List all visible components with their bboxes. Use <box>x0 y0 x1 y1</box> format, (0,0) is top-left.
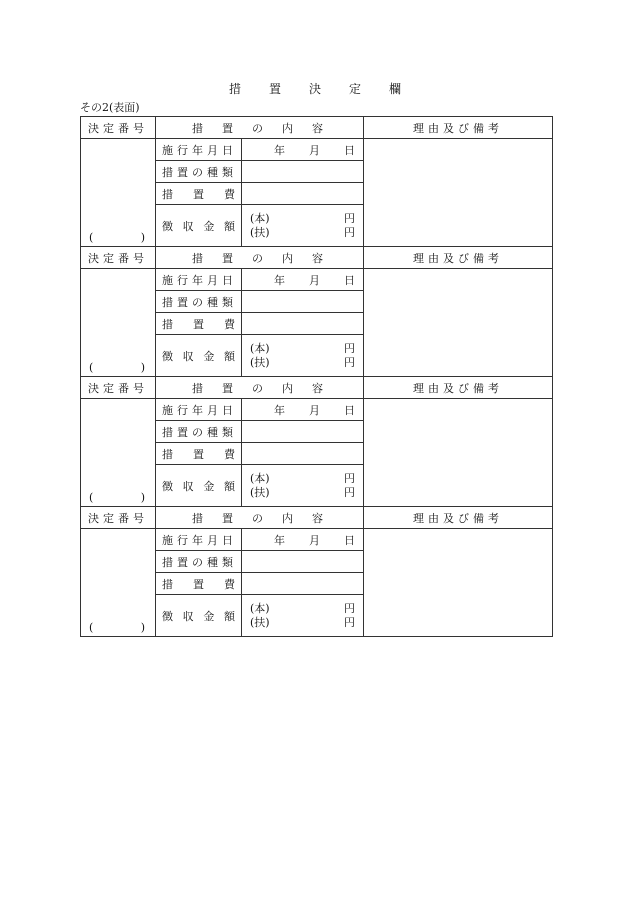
measure-cost-cell[interactable] <box>242 313 364 335</box>
measure-type-label: 措置の種類 <box>156 161 242 183</box>
measure-cost-cell[interactable] <box>242 443 364 465</box>
page-title: 措置決定欄 <box>228 82 429 96</box>
measure-type-label: 措置の種類 <box>156 291 242 313</box>
measure-type-cell[interactable] <box>242 161 364 183</box>
effective-date-cell[interactable]: 年 月 日 <box>242 529 364 551</box>
collection-amount-cell[interactable] <box>242 465 364 507</box>
content-header: 措 置 の 内 容 <box>156 117 364 139</box>
effective-date-cell[interactable]: 年 月 日 <box>242 139 364 161</box>
decision-number-cell[interactable] <box>81 399 156 507</box>
collection-amount-label: 徴 収 金 額 <box>156 335 242 377</box>
effective-date-label: 施行年月日 <box>156 399 242 421</box>
decision-number-cell[interactable] <box>81 529 156 637</box>
decision-number-header: 決定番号 <box>81 377 156 399</box>
content-header: 措 置 の 内 容 <box>156 377 364 399</box>
effective-date-row <box>81 139 553 161</box>
decision-number-paren: ( ) <box>89 231 145 244</box>
reason-header: 理由及び備考 <box>364 247 553 269</box>
effective-date-row <box>81 399 553 421</box>
decision-number-paren: ( ) <box>89 491 145 504</box>
reason-cell[interactable] <box>364 529 553 637</box>
measure-cost-label: 措 置 費 <box>156 573 242 595</box>
decision-number-header: 決定番号 <box>81 247 156 269</box>
content-header: 措 置 の 内 容 <box>156 507 364 529</box>
block-header-row <box>81 377 553 399</box>
reason-cell[interactable] <box>364 399 553 507</box>
measure-type-cell[interactable] <box>242 291 364 313</box>
reason-header: 理由及び備考 <box>364 507 553 529</box>
effective-date-cell[interactable]: 年 月 日 <box>242 269 364 291</box>
collection-amount-label: 徴 収 金 額 <box>156 595 242 637</box>
collection-amount-label: 徴 収 金 額 <box>156 465 242 507</box>
principal-amount-line: (本) 円 <box>250 341 355 355</box>
collection-amount-cell[interactable] <box>242 205 364 247</box>
collection-amount-label: 徴 収 金 額 <box>156 205 242 247</box>
decision-number-cell[interactable] <box>81 269 156 377</box>
measure-type-label: 措置の種類 <box>156 551 242 573</box>
principal-amount-line: (本) 円 <box>250 601 355 615</box>
reason-header: 理由及び備考 <box>364 377 553 399</box>
measure-cost-label: 措 置 費 <box>156 313 242 335</box>
effective-date-cell[interactable]: 年 月 日 <box>242 399 364 421</box>
measure-type-label: 措置の種類 <box>156 421 242 443</box>
effective-date-label: 施行年月日 <box>156 269 242 291</box>
dependent-amount-line: (扶) 円 <box>250 355 355 369</box>
principal-amount-line: (本) 円 <box>250 471 355 485</box>
reason-header: 理由及び備考 <box>364 117 553 139</box>
block-header-row <box>81 507 553 529</box>
content-header: 措 置 の 内 容 <box>156 247 364 269</box>
collection-amount-cell[interactable] <box>242 595 364 637</box>
measure-cost-label: 措 置 費 <box>156 443 242 465</box>
block-header-row <box>81 117 553 139</box>
decision-number-header: 決定番号 <box>81 507 156 529</box>
page-subtitle: その2(表面) <box>80 101 140 114</box>
measure-cost-cell[interactable] <box>242 573 364 595</box>
measure-cost-label: 措 置 費 <box>156 183 242 205</box>
principal-amount-line: (本) 円 <box>250 211 355 225</box>
decision-number-paren: ( ) <box>89 361 145 374</box>
measure-type-cell[interactable] <box>242 551 364 573</box>
reason-cell[interactable] <box>364 139 553 247</box>
reason-cell[interactable] <box>364 269 553 377</box>
effective-date-row <box>81 269 553 291</box>
effective-date-label: 施行年月日 <box>156 529 242 551</box>
decision-number-paren: ( ) <box>89 621 145 634</box>
dependent-amount-line: (扶) 円 <box>250 615 355 629</box>
dependent-amount-line: (扶) 円 <box>250 485 355 499</box>
block-header-row <box>81 247 553 269</box>
measure-cost-cell[interactable] <box>242 183 364 205</box>
collection-amount-cell[interactable] <box>242 335 364 377</box>
decision-number-header: 決定番号 <box>81 117 156 139</box>
dependent-amount-line: (扶) 円 <box>250 225 355 239</box>
decision-table <box>80 116 553 637</box>
decision-number-cell[interactable] <box>81 139 156 247</box>
effective-date-row <box>81 529 553 551</box>
measure-type-cell[interactable] <box>242 421 364 443</box>
effective-date-label: 施行年月日 <box>156 139 242 161</box>
